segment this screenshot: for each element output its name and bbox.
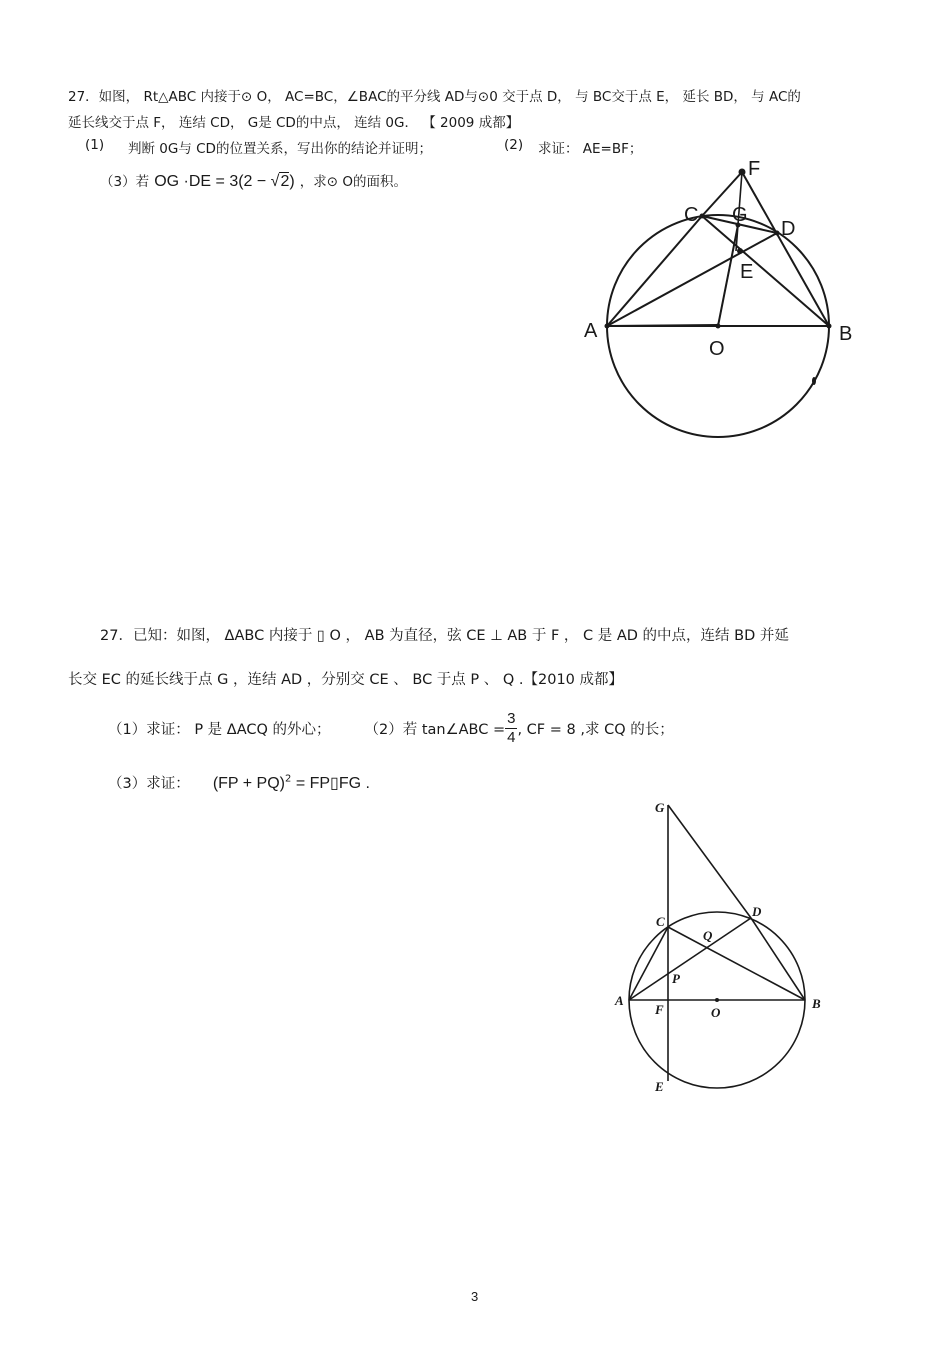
label-b: B bbox=[839, 323, 853, 345]
problem1-q3-sqrt: 2 bbox=[280, 173, 290, 190]
segment-fb bbox=[742, 172, 829, 326]
segment-db bbox=[751, 918, 805, 1000]
point-f bbox=[739, 169, 746, 176]
segment-cb bbox=[668, 927, 805, 1000]
problem1-q1-num: (1) bbox=[85, 137, 105, 153]
segment-ac bbox=[629, 927, 668, 1000]
fraction-numerator: 3 bbox=[507, 710, 516, 727]
problem2-q3-prefix: （3）求证： bbox=[108, 776, 190, 792]
problem2-q3-formula: (FP + PQ) bbox=[212, 775, 285, 792]
point-a bbox=[605, 324, 610, 329]
problem1-q2-num: (2) bbox=[504, 137, 524, 153]
problem1-line2: 延长线交于点 F， 连结 CD， G是 CD的中点， 连结 0G． 【 2009 成都】 bbox=[68, 115, 520, 131]
segment-ao bbox=[607, 325, 718, 326]
label-g: G bbox=[655, 800, 665, 815]
label-a: A bbox=[584, 320, 598, 342]
label-a: A bbox=[615, 993, 624, 1008]
problem1-line1: 27．如图， Rt△ABC 内接于⊙ O， AC=BC，∠BAC的平分线 AD与⊙0 交于点 D， 与 BC交于点 E， 延长 BD， 与 AC的 bbox=[68, 89, 801, 105]
label-p: P bbox=[672, 971, 680, 986]
label-e: E bbox=[655, 1079, 664, 1094]
label-f: F bbox=[748, 158, 761, 180]
problem1-figure bbox=[575, 155, 853, 445]
problem2-q1q2 bbox=[108, 710, 674, 747]
label-c: C bbox=[656, 914, 665, 929]
problem2-q1-text: （1）求证： P 是 ΔACQ 的外心； bbox=[108, 722, 331, 738]
label-g: G bbox=[732, 204, 748, 226]
problem2-q2-prefix: （2）若 tan∠ABC = bbox=[364, 722, 506, 738]
point-c bbox=[700, 214, 705, 219]
label-b: B bbox=[812, 996, 821, 1011]
label-f: F bbox=[655, 1002, 664, 1017]
problem2-q3-sup: 2 bbox=[285, 773, 292, 785]
problem1-q3-formula-a: OG ·DE = 3(2 − bbox=[154, 173, 271, 190]
problem1-q3-suffix: ，求⊙ O的面积。 bbox=[299, 174, 408, 190]
problem1-q3-prefix: （3）若 bbox=[100, 174, 150, 190]
arc-mark bbox=[812, 377, 816, 385]
sqrt-symbol: √ bbox=[270, 173, 280, 190]
point-d bbox=[775, 231, 780, 236]
problem2-figure bbox=[605, 795, 840, 1100]
point-e bbox=[737, 248, 743, 254]
fraction-denominator: 4 bbox=[507, 729, 516, 746]
point-o bbox=[716, 324, 721, 329]
label-d: D bbox=[752, 904, 762, 919]
problem2-q3-formula-b: = FP▯FG . bbox=[291, 775, 370, 792]
problem2-q2-fraction bbox=[505, 710, 517, 747]
segment-ad bbox=[629, 918, 751, 1000]
problem2-q3 bbox=[108, 772, 370, 793]
problem1-q1-text: 判断 0G与 CD的位置关系，写出你的结论并证明； bbox=[128, 141, 432, 157]
problem1-q2-text: 求证： AE=BF； bbox=[538, 141, 643, 157]
label-d: D bbox=[781, 218, 796, 240]
problem2-line2: 长交 EC 的延长线于点 G ，连结 AD ，分别交 CE 、 BC 于点 P 、 Q .【2010 成都】 bbox=[68, 672, 624, 688]
label-q: Q bbox=[703, 928, 713, 943]
point-o bbox=[715, 998, 719, 1002]
label-e: E bbox=[740, 261, 754, 283]
problem1-q3 bbox=[100, 170, 407, 191]
label-c: C bbox=[684, 204, 699, 226]
label-o: O bbox=[711, 1005, 721, 1020]
problem2-line1: 27．已知：如图， ΔABC 内接于 ▯ O ， AB 为直径，弦 CE ⊥ AB 于 F ， C 是 AD 的中点，连结 BD 并延 bbox=[100, 628, 789, 644]
problem1-q3-formula-b: ) bbox=[289, 173, 295, 190]
segment-og bbox=[718, 225, 738, 326]
problem2-q2-suffix: , CF = 8 ,求 CQ 的长； bbox=[517, 722, 674, 738]
page-number: 3 bbox=[471, 1289, 479, 1304]
point-b bbox=[827, 324, 832, 329]
segment-gd bbox=[668, 805, 751, 918]
label-o: O bbox=[709, 338, 725, 360]
